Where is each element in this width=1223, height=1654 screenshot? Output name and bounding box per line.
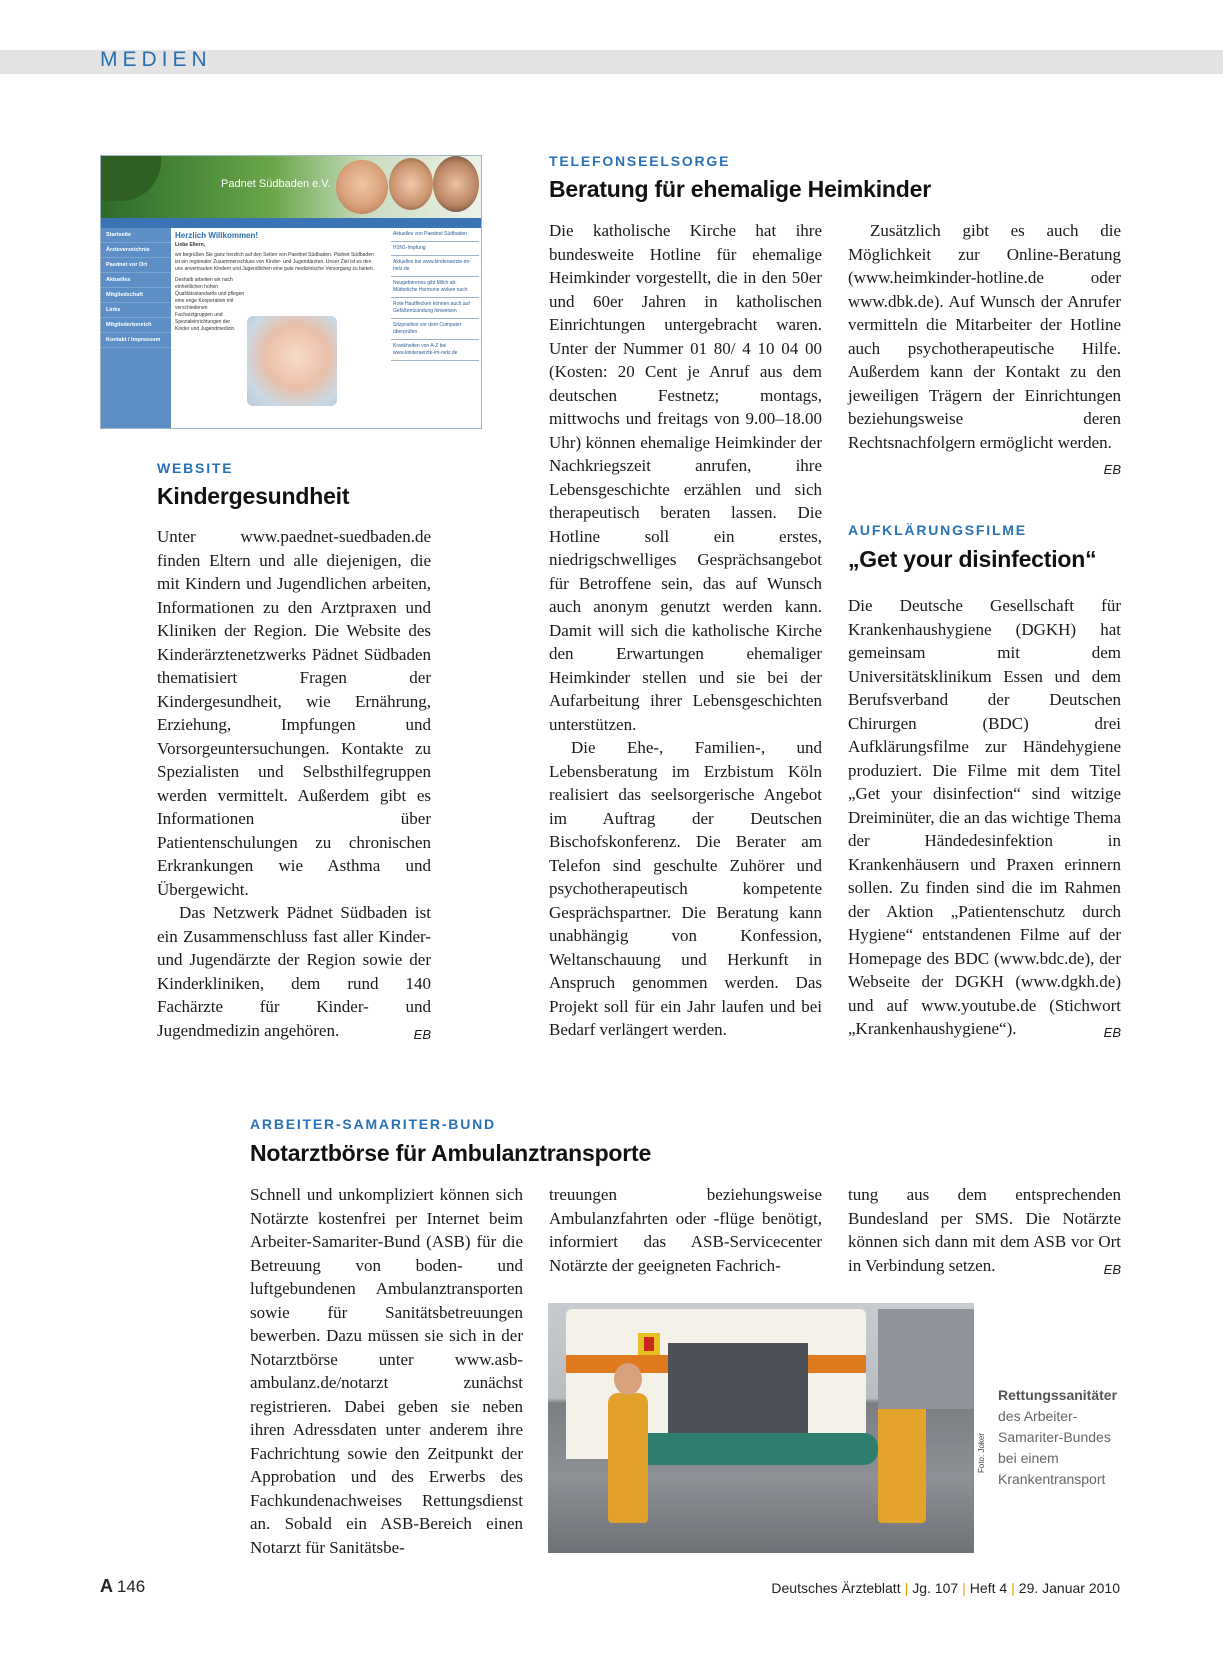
filme-headline: „Get your disinfection“ [848,546,1097,572]
baby-image [247,316,337,406]
screenshot-nav-item: Ärzteverzeichnis [101,243,171,258]
asb-headline: Notarztbörse für Ambulanztransporte [250,1140,652,1166]
asb-kicker: ARBEITER-SAMARITER-BUND [250,1116,496,1132]
telefon-kicker: TELEFONSEELSORGE [549,153,731,169]
photo-credit: Foto: Joker [977,1432,986,1473]
asb-body-col1: Schnell und unkompliziert können sich Notärzte kostenfrei per Internet beim Arbeiter-Samariter-Bund (ASB) für die Betreuung von boden- und luftgebundenen Ambulanztransporten sowie für Sanitätsbetreuungen bewerben. Dazu müssen sie sich in der Notarztbörse unter www.asb-ambulanz.de/notarzt zunächst registrieren. Dabei geben sie neben ihren Adressdaten unter anderem ihre Fachrichtung sowie den Zeitpunkt der Approbation und des Erwerbs des Fachkundenachweises Rettungsdienst an. Sobald ein ASB-Bereich einen Notarzt für Sanitätsbe- [250,1185,523,1557]
stretcher [628,1433,878,1465]
screenshot-nav-item: Aktuelles [101,273,171,288]
screenshot-nav-item: Mitgliedschaft [101,288,171,303]
ambulance-door [668,1343,808,1443]
telefon-body-col1: Die katholische Kirche hat ihre bundesweite Hotline für ehemalige Heimkinder vorgestellt, die in den 50er und 60er Jahren in katholischen Einrichtungen untergebracht waren. Unter der Nummer 01 80/ 4 10 04 00 (Kosten: 20 Cent je Anruf aus dem deutschen Festnetz; montags, mittwochs und freitags von 9.00–18.00 Uhr) können ehemalige Heimkinder der Nachkriegszeit anrufen, ihre Lebensgeschichte erzählen und sich therapeutisch beraten lassen. Die Hotline soll ein erstes, niedrigschwelliges Gesprächsangebot für Betroffene sein, das auf Wunsch auch anonym genutzt werden kann. Damit will sich die katholische Kirche den Erwartungen ehemaliger Heimkinder stellen und sie bei der Aufarbeitung ihrer Lebensgeschichten unterstützen. Die Ehe-, Familien-, und Lebensberatung im Erzbistum Köln realisiert das seelsorgerische Angebot im Auftrag der Deutschen Bischofskonferenz. Die Berater am Telefon sind geschulte Zuhörer und psychotherapeutisch kompetente Gesprächspartner. Die Beratung kann unabhängig von Konfession, Weltanschauung und Herkunft in Anspruch genommen werden. Das Projekt soll für ein Jahr laufen und bei Bedarf verlängert werden. [549,221,822,1039]
filme-body: Die Deutsche Gesellschaft für Krankenhaushygiene (DGKH) hat gemeinsam mit dem Universitätsklinikum Essen und dem Berufsverband der Deutschen Chirurgen (BDC) drei Aufklärungsfilme zur Händehygiene produziert. Die Filme mit dem Titel „Get your disinfection“ sind witzige Dreiminüter, die an das wichtige Thema der Händedesinfektion in Krankenhäusern und Praxen erinnern sollen. Zu finden sind die im Rahmen der Aktion „Patientenschutz durch Hygiene“ entstandenen Filme auf der Homepage des BDC (www.bdc.de), der Webseite der DGKH (www.dgkh.de) und auf www.youtube.de (Stichwort „Krankenhaushygiene“). EB [848,594,1121,1045]
author-signature: EB [1103,1261,1121,1277]
journal-line: Deutsches Ärzteblatt | Jg. 107 | Heft 4 | 29. Januar 2010 [771,1580,1120,1596]
ambulance-photo [548,1303,974,1553]
screenshot-logo: Padnet Südbaden e.V. [221,178,331,190]
section-label: MEDIEN [100,48,212,71]
website-screenshot [100,155,482,429]
author-signature: EB [1103,1025,1121,1040]
teen-face-image [433,156,479,212]
asb-body-col2: treuungen beziehungsweise Ambulanzfahrten oder -flüge benötigt, informiert das ASB-Servicecenter Notärzte der geeigneten Fachrich- [549,1185,822,1275]
screenshot-nav-item: Mitgliederbereich [101,318,171,333]
building [878,1309,974,1409]
screenshot-nav-item: Paednet vor Ort [101,258,171,273]
paramedic-left [608,1393,648,1523]
telefon-body-col2: Zusätzlich gibt es auch die Möglichkeit zur Online-Beratung (www.heimkinder-hotline.de oder www.dbk.de). Auf Wunsch der Anrufer vermitteln die Mitarbeiter der Hotline auch psychotherapeutische Hilfe. Außerdem kann der Kontakt zu den jeweiligen Trägern der Einrichtungen beziehungsweise deren Rechtsnachfolgern ermöglicht werden. EB [848,219,1121,482]
child-face-image [389,158,433,210]
author-signature: EB [1103,462,1121,477]
screenshot-nav-item: Links [101,303,171,318]
screenshot-nav [101,228,171,428]
screenshot-main: Herzlich Willkommen! Liebe Eltern, wir begrüßen Sie ganz herzlich auf den Seiten von Paednet Südbaden. Pädnet Südbaden ist ein regionaler Zusammenschluss von Kinder- und Jugendärzten. Unser Ziel ist es den uns anvertrauten Kindern und Jugendlichen eine gute medizinische Versorgung zu bieten. Deshalb arbeiten wir nach einheitlichen hohen Qualitätsstandards und pflegen eine enge Kooperation mit verschiedenen Facharztgruppen und Spezialeinrichtungen der Kinder und Jugendmedizin. [175,231,375,332]
child-face-image [336,160,388,214]
website-headline: Kindergesundheit [157,483,350,509]
website-kicker: WEBSITE [157,460,234,476]
photo-caption: Rettungssanitäter des Arbeiter-Samariter-Bundes bei einem Krankentransport [998,1387,1118,1487]
screenshot-nav-item: Kontakt / Impressum [101,333,171,348]
filme-kicker: AUFKLÄRUNGSFILME [848,522,1027,538]
screenshot-nav-item: Startseite [101,228,171,243]
screenshot-sidebar: Aktuelles von Paednet Südbaden H1N1-Impfung Aktuelles bei www.kinderaerzte-im-netz.de Neugeborenes gibt Milch ab: Mütterliche Hormone wirken nach Rote Hautflecken können auch auf Gefäßentzündung hinweisen Sitzposition vor dem Computer überprüfen Krankheiten von A-Z bei www.kinderaerzte-im-netz.de [391,228,479,428]
telefon-headline: Beratung für ehemalige Heimkinder [549,176,931,202]
website-body: Unter www.paednet-suedbaden.de finden Eltern und alle diejenigen, die mit Kindern und Jugendlichen arbeiten, Informationen zu den Arztpraxen und Kliniken der Region. Die Website des Kinderärztenetzwerks Pädnet Südbaden thematisiert Fragen der Kindergesundheit, wie Ernährung, Erziehung, Impfungen und Vorsorgeuntersuchungen. Kontakte zu Spezialisten und Selbsthilfegruppen werden vermittelt. Außerdem gibt es Informationen über Patientenschulungen zu chronischen Erkrankungen wie Asthma und Übergewicht. Das Netzwerk Pädnet Südbaden ist ein Zusammenschluss fast aller Kinder- und Jugendärzte der Region sowie der Kinderkliniken, dem rund 140 Fachärzte für Kinder- und Jugendmedizin angehören. EB [157,525,431,1046]
leaves-image [101,156,161,201]
author-signature: EB [413,1026,431,1042]
asb-body-col3: tung aus dem entsprechenden Bundesland per SMS. Die Notärzte können sich dann mit dem ASB vor Ort in Verbindung setzen. EB [848,1183,1121,1281]
page-folio: A 146 [100,1576,146,1596]
screenshot-banner [101,156,481,218]
